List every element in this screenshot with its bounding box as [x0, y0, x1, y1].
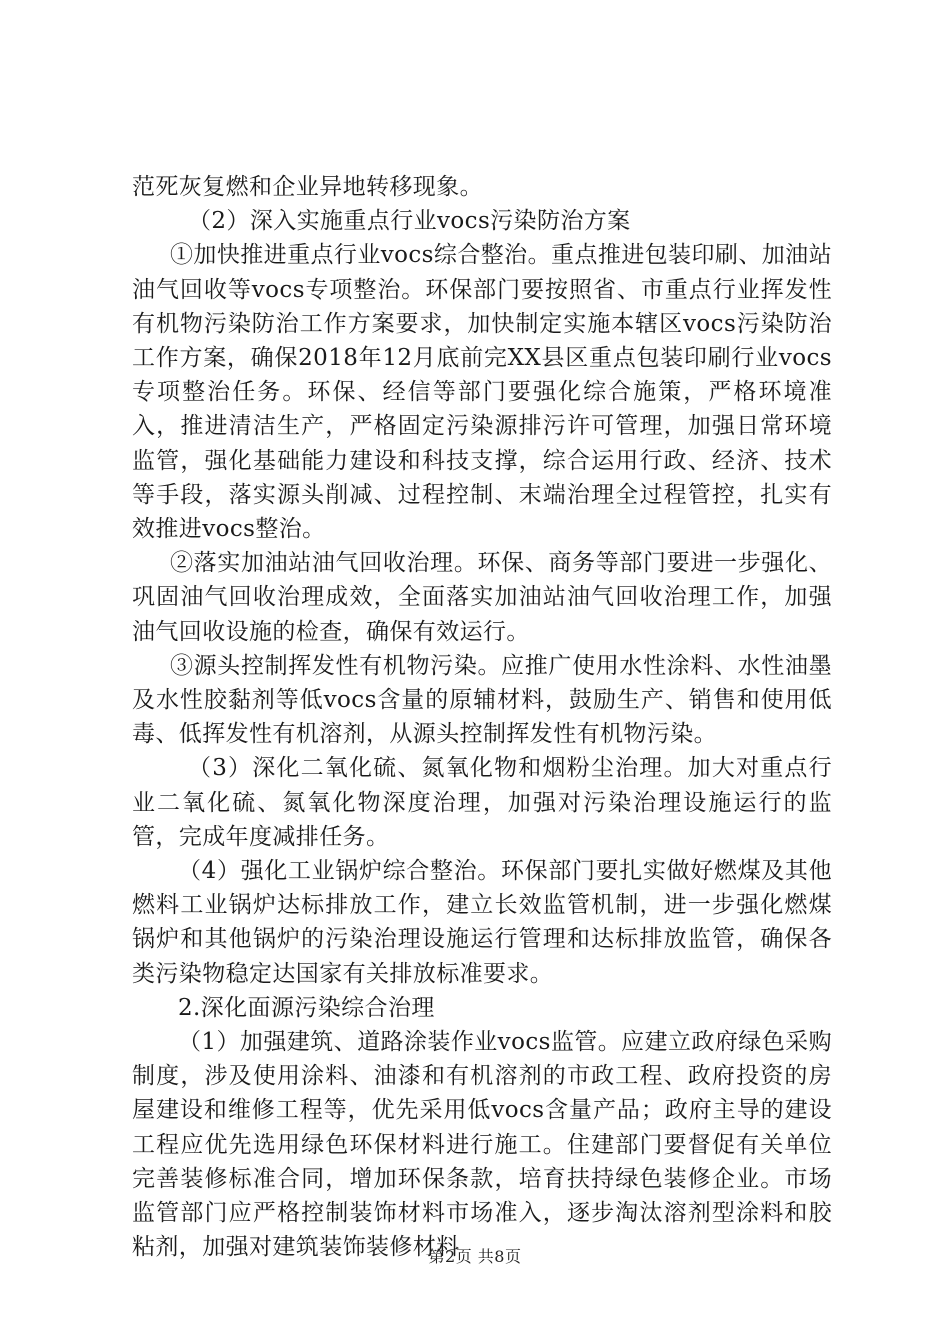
paragraph-subsection-1: （1）加强建筑、道路涂装作业vocs监管。应建立政府绿色采购制度，涉及使用涂料、油漆和有机溶剂的市政工程、政府投资的房屋建设和维修工程等，优先采用低vocs含量产品；政府主导的建设工程应优先选用绿色环保材料进行施工。住建部门要督促有关单位完善装修标准合同，增加环保条款，培育扶持绿色装修企业。市场监管部门应严格控制装饰材料市场准入，逐步淘汰溶剂型涂料和胶粘剂，加强对建筑装饰装修材料	[132, 1029, 832, 1261]
paragraph-heading-4: （4）强化工业锅炉综合整治。环保部门要扎实做好燃煤及其他燃料工业锅炉达标排放工作，建立长效监管机制，进一步强化燃煤锅炉和其他锅炉的污染治理设施运行管理和达标排放监管，确保各类污染物稳定达国家有关排放标准要求。	[132, 858, 832, 987]
paragraph-heading-3: （3）深化二氧化硫、氮氧化物和烟粉尘治理。加大对重点行业二氧化硫、氮氧化物深度治理，加强对污染治理设施运行的监管，完成年度减排任务。	[132, 755, 832, 850]
paragraph-item-3: ③源头控制挥发性有机物污染。应推广使用水性涂料、水性油墨及水性胶黏剂等低vocs含量的原辅材料，鼓励生产、销售和使用低毒、低挥发性有机溶剂，从源头控制挥发性有机物污染。	[132, 652, 832, 748]
paragraph-continuation: 范死灰复燃和企业异地转移现象。	[132, 174, 483, 200]
document-body	[132, 170, 832, 1265]
page-number-footer: 第2页 共8页	[428, 1247, 522, 1266]
section-heading-2: 2.深化面源污染综合治理	[178, 994, 435, 1021]
paragraph-item-1: ①加快推进重点行业vocs综合整治。重点推进包装印刷、加油站油气回收等vocs专项整治。环保部门要按照省、市重点行业挥发性有机物污染防治工作方案要求，加快制定实施本辖区vocs污染防治工作方案，确保2018年12月底前完XX县区重点包装印刷行业vocs专项整治任务。环保、经信等部门要强化综合施策，严格环境准入，推进清洁生产，严格固定污染源排污许可管理，加强日常环境监管，强化基础能力建设和科技支撑，综合运用行政、经济、技术等手段，落实源头削减、过程控制、末端治理全过程管控，扎实有效推进vocs整治。	[132, 242, 832, 543]
paragraph-item-2: ②落实加油站油气回收治理。环保、商务等部门要进一步强化、巩固油气回收治理成效，全面落实加油站油气回收治理工作，加强油气回收设施的检查，确保有效运行。	[132, 550, 832, 645]
paragraph-heading-2: （2）深入实施重点行业vocs污染防治方案	[188, 208, 631, 235]
